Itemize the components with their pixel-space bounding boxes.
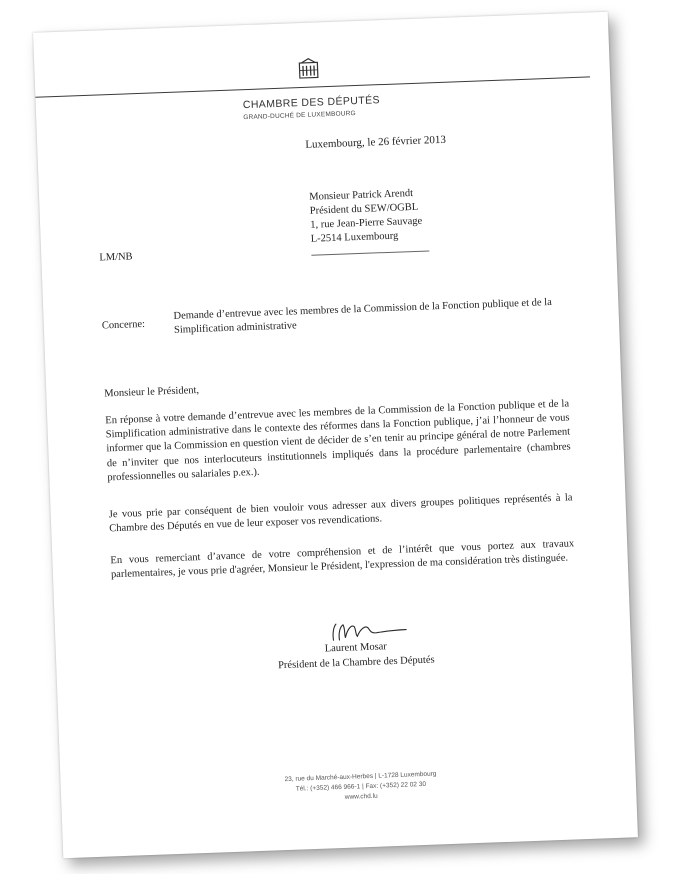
institution-name: CHAMBRE DES DÉPUTÉS bbox=[242, 94, 381, 112]
footer-address: 23, rue du Marché-aux-Herbes | L-1728 Luxembourg bbox=[284, 770, 437, 784]
recipient-line: Président du SEW/OGBL bbox=[309, 201, 419, 217]
signatory-title: Président de la Chambre des Députés bbox=[277, 654, 435, 672]
signatory-name: Laurent Mosar bbox=[324, 641, 388, 655]
body-paragraph: En vous remerciant d’avance de votre compréhension et de l’intérêt que vous portez aux travaux parlementaires, je vous prie d'agréer, Monsieur le Président, l'expression de ma considération très distinguée. bbox=[110, 538, 575, 581]
footer-website: www.chd.lu bbox=[344, 792, 378, 801]
body-paragraph: En réponse à votre demande d’entrevue avec les membres de la Commission de la Fonction publique et de la Simplification administrative dans le contexte des réformes dans la Fonction publique, j’ai l’honneur de vous informer que la Commission en question vient de décider de s’en tenir au principe général de notre Parlement de n’inviter que nos interlocuteurs institutionnels impliqués dans la procédure parlementaire (chambres professionnelles ou salariales p.ex.). bbox=[105, 398, 571, 484]
recipient-address bbox=[309, 187, 423, 247]
letter-page bbox=[33, 12, 638, 859]
parliament-building-icon bbox=[297, 57, 320, 80]
footer-phone-fax: Tél.: (+352) 466 966-1 | Fax: (+352) 22 02 30 bbox=[295, 780, 427, 793]
institution-subtitle: GRAND-DUCHÉ DE LUXEMBOURG bbox=[243, 110, 356, 122]
body-paragraph: Je vous prie par conséquent de bien vouloir vous adresser aux divers groupes politiques représentés à la Chambre des Députés en vue de leur exposer vos revendications. bbox=[108, 492, 573, 535]
date-line: Luxembourg, le 26 février 2013 bbox=[305, 133, 447, 151]
recipient-line: L-2514 Luxembourg bbox=[310, 230, 399, 245]
header-divider bbox=[35, 76, 590, 97]
subject-label: Concerne: bbox=[101, 318, 146, 332]
salutation: Monsieur le Président, bbox=[104, 384, 200, 400]
reference-code: LM/NB bbox=[99, 251, 133, 264]
recipient-line: Monsieur Patrick Arendt bbox=[309, 188, 414, 203]
subject-text: Demande d’entrevue avec les membres de la Commission de la Fonction publique et de la Simplification administrative bbox=[173, 296, 552, 336]
address-divider bbox=[311, 250, 429, 255]
recipient-line: 1, rue Jean-Pierre Sauvage bbox=[310, 215, 423, 231]
